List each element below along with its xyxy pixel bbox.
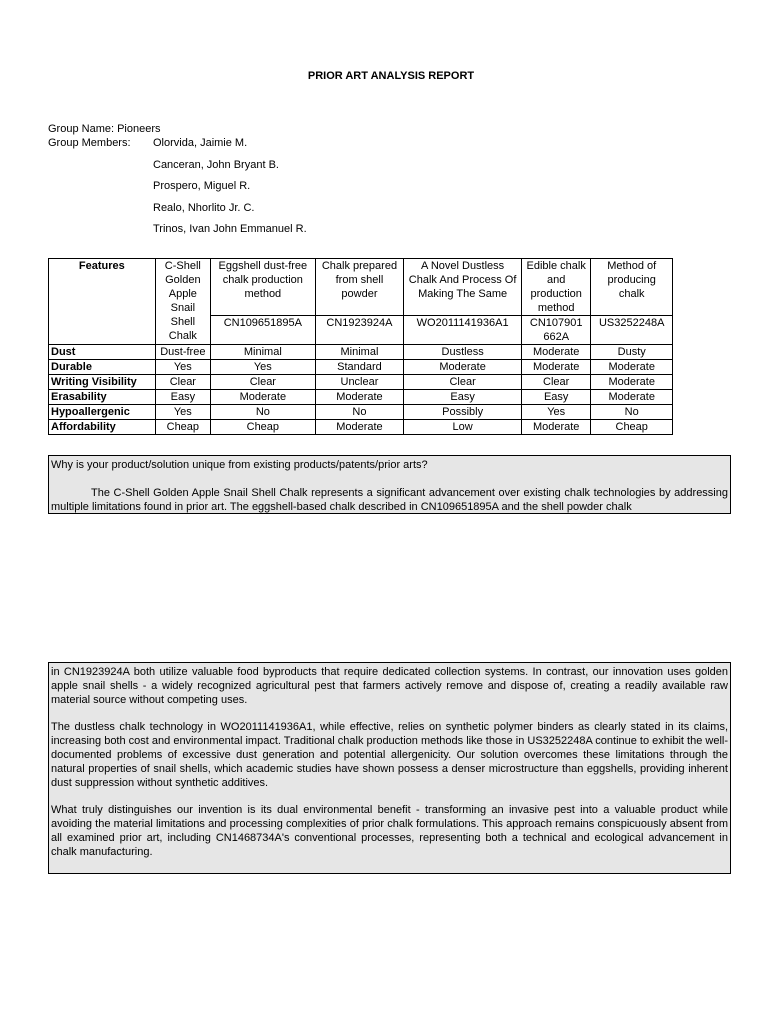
table-cell: Moderate [315, 390, 404, 405]
uniqueness-question: Why is your product/solution unique from existing products/patents/prior arts? [51, 459, 428, 471]
table-cell: Cheap [211, 420, 316, 435]
table-cell: Unclear [315, 375, 404, 390]
table-row [49, 345, 673, 360]
feature-label: Durable [49, 360, 156, 375]
column-header: C-Shell Golden Apple Snail Shell Chalk [155, 259, 210, 345]
feature-label: Writing Visibility [49, 375, 156, 390]
member-name: Canceran, John Bryant B. [153, 158, 279, 171]
table-cell: Easy [521, 390, 590, 405]
feature-label: Erasability [49, 390, 156, 405]
uniqueness-box-continued [48, 662, 731, 874]
group-name: Group Name: Pioneers [48, 123, 161, 135]
table-cell: Yes [155, 360, 210, 375]
column-header: Eggshell dust-free chalk production method [211, 259, 316, 316]
table-cell: Cheap [155, 420, 210, 435]
table-cell: Moderate [404, 360, 522, 375]
table-cell: Clear [404, 375, 522, 390]
table-cell: Moderate [211, 390, 316, 405]
table-cell: Easy [155, 390, 210, 405]
patent-code: US3252248A [591, 316, 673, 345]
group-members-label: Group Members: [48, 137, 131, 149]
column-header: Edible chalk and production method [521, 259, 590, 316]
table-cell: Clear [155, 375, 210, 390]
table-row [49, 405, 673, 420]
feature-label: Hypoallergenic [49, 405, 156, 420]
patent-code: WO2011141936A1 [404, 316, 522, 345]
patent-code: CN109651895A [211, 316, 316, 345]
member-name: Realo, Nhorlito Jr. C. [153, 201, 255, 214]
table-cell: Yes [211, 360, 316, 375]
table-cell: Moderate [521, 360, 590, 375]
table-cell: No [211, 405, 316, 420]
uniqueness-paragraph: in CN1923924A both utilize valuable food byproducts that require dedicated collection systems. In contrast, our innovation uses golden apple snail shells - a widely recognized agricultural pest that farmers actively remove and dispose of, creating a readily available raw material source without competing uses. [51, 666, 728, 706]
table-cell: Moderate [521, 420, 590, 435]
table-cell: Moderate [591, 360, 673, 375]
table-cell: Moderate [591, 375, 673, 390]
table-cell: Possibly [404, 405, 522, 420]
column-header: Chalk prepared from shell powder [315, 259, 404, 316]
member-name: Trinos, Ivan John Emmanuel R. [153, 223, 307, 235]
table-row [49, 375, 673, 390]
table-cell: Yes [521, 405, 590, 420]
table-row [49, 360, 673, 375]
table-cell: Dusty [591, 345, 673, 360]
report-title: PRIOR ART ANALYSIS REPORT [307, 70, 475, 82]
patent-code: CN107901 662A [521, 316, 590, 345]
table-cell: Dustless [404, 345, 522, 360]
table-cell: Minimal [211, 345, 316, 360]
table-cell: No [315, 405, 404, 420]
feature-label: Dust [49, 345, 156, 360]
table-cell: Easy [404, 390, 522, 405]
patent-code: CN1923924A [315, 316, 404, 345]
group-members-list [153, 136, 307, 244]
table-cell: Clear [521, 375, 590, 390]
feature-label: Affordability [49, 420, 156, 435]
member-name: Olorvida, Jaimie M. [153, 137, 248, 149]
member-name: Prospero, Miguel R. [153, 180, 251, 192]
prior-art-table [48, 258, 673, 435]
table-cell: Minimal [315, 345, 404, 360]
table-cell: Low [404, 420, 522, 435]
table-cell: Moderate [521, 345, 590, 360]
features-header: Features [49, 259, 156, 345]
table-cell: Moderate [315, 420, 404, 435]
uniqueness-paragraph: What truly distinguishes our invention is its dual environmental benefit - transforming an invasive pest into a valuable product while avoiding the material limitations and processing complexities of prior chalk formulations. This approach remains conspicuously absent from all examined prior art, including CN1468734A's conventional processes, representing both a technical and ecological advancement in chalk manufacturing. [51, 804, 728, 858]
table-row [49, 420, 673, 435]
table-cell: Dust-free [155, 345, 210, 360]
column-header: A Novel Dustless Chalk And Process Of Making The Same [404, 259, 522, 316]
column-header: Method of producing chalk [591, 259, 673, 316]
table-cell: Cheap [591, 420, 673, 435]
table-cell: Clear [211, 375, 316, 390]
uniqueness-paragraph: The C-Shell Golden Apple Snail Shell Chalk represents a significant advancement over existing chalk technologies by addressing multiple limitations found in prior art. The eggshell-based chalk described in CN109651895A and the shell powder chalk [51, 487, 728, 513]
table-cell: Moderate [591, 390, 673, 405]
uniqueness-box [48, 455, 731, 514]
table-cell: No [591, 405, 673, 420]
table-row [49, 390, 673, 405]
table-header-row [49, 259, 673, 316]
table-cell: Standard [315, 360, 404, 375]
table-cell: Yes [155, 405, 210, 420]
uniqueness-paragraph: The dustless chalk technology in WO2011141936A1, while effective, relies on synthetic polymer binders as clearly stated in its claims, increasing both cost and environmental impact. Traditional chalk production methods like those in US3252248A continue to exhibit the well-documented problems of excessive dust generation and potential allergenicity. Our solution overcomes these limitations through the natural properties of snail shells, which academic studies have shown possess a denser microstructure than eggshells, providing inherent dust suppression without synthetic additives. [51, 721, 728, 789]
group-info [48, 122, 161, 150]
